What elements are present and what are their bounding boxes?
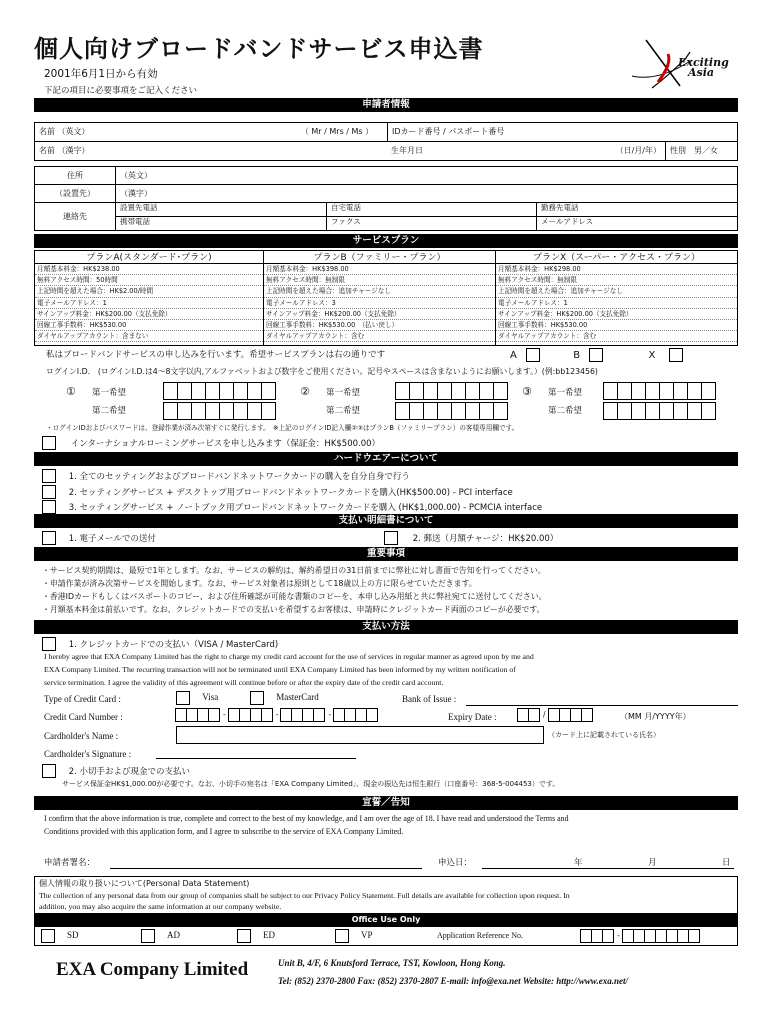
office-use-row — [34, 926, 738, 946]
office-ad — [141, 929, 180, 943]
plan-a-line: 電子メールアドレス：1 — [35, 298, 263, 309]
statement-email-label: 1. 電子メールでの送付 — [68, 533, 156, 544]
reference-boxes[interactable]: - — [581, 929, 700, 943]
declaration-line: Conditions provided with this application form, and I agree to subscribe to the service of EXA Company Limited. — [44, 827, 404, 836]
mastercard-option — [250, 691, 319, 705]
plan-x-line: 上記時間を超えた場合：追加チャージなし — [496, 286, 737, 297]
important-section-header: 重要事項 — [34, 547, 738, 561]
plan-b-title: プランB（ファミリー・プラン） — [264, 250, 495, 264]
plan-a-option-label: A — [510, 350, 517, 361]
plan-choice-text: 私はブロードバンドサービスの申し込みを行います。希望サービスプランは右の通りです — [46, 350, 386, 360]
agreement-line: I hereby agree that EXA Company Limited has the right to charge my credit card account for the use of services in regular manner as agreed upon by me and — [44, 652, 534, 661]
hardware-2-label: 2. セッティングサービス + デスクトップ用ブロードバンドネットワークカードを購入(HK$500.00) - PCI interface — [68, 487, 513, 498]
credit-card-option — [42, 637, 278, 651]
cheque-option — [42, 764, 190, 778]
important-item: ・サービス契約期間は、最短で1年とします。なお、サービスの解約は、解約希望日の31日前までに弊社に対し書面で告知を行ってください。 — [42, 566, 546, 575]
credit-card-label: 1. クレジットカードでの支払い（VISA / MasterCard) — [68, 639, 279, 650]
roaming-checkbox[interactable] — [42, 436, 56, 450]
login-1-first-label: 第一希望 — [92, 388, 127, 398]
date-month: 月 — [648, 858, 657, 868]
plan-a-line: 無料アクセス時間：50時間 — [35, 275, 263, 286]
plan-x-line: 電子メールアドレス：1 — [496, 298, 737, 309]
apply-date-label: 申込日： — [438, 858, 473, 868]
privacy-line: addition, you may also acquire the same information at our company website. — [39, 902, 282, 911]
ad-checkbox[interactable] — [141, 929, 155, 943]
cheque-label: 2. 小切手および現金での支払い — [68, 766, 191, 777]
expiry-boxes[interactable]: / — [518, 708, 593, 722]
hardware-2-checkbox[interactable] — [42, 485, 56, 499]
login-3-second-boxes[interactable] — [604, 402, 716, 420]
logo-line1: Exciting — [678, 56, 729, 69]
sd-checkbox[interactable] — [41, 929, 55, 943]
important-item: ・申請作業が済み次第サービスを開始します。なお、サービス対象者は原則として18歳以上の方に限らせていただきます。 — [42, 579, 477, 588]
plan-x-checkbox[interactable] — [669, 348, 683, 362]
hardware-option-3 — [42, 500, 542, 514]
plan-x-option-label: X — [648, 350, 656, 361]
statement-post-checkbox[interactable] — [384, 531, 398, 545]
visa-checkbox[interactable] — [176, 691, 190, 705]
agreement-line: EXA Company Limited. The recurring transaction will not be terminated until EXA Company Limited has been informed by my written notification of — [44, 665, 516, 674]
login-note: ・ログインIDおよびパスワードは、登録作業が済み次第すぐに発行します。 ※上記のログインID記入欄②③はプランB（ファミリープラン）の客様専用欄です。 — [46, 424, 519, 432]
dob-format: （日/月/年） — [615, 146, 661, 155]
title-options[interactable]: （ Mr / Mrs / Ms ） — [300, 127, 374, 136]
plan-b-line: 回線工事手数料：HK$530.00 （払い戻し） — [264, 320, 495, 331]
apply-date-line[interactable] — [482, 868, 734, 869]
home-phone-field[interactable]: 自宅電話 — [326, 203, 536, 216]
ed-label: ED — [263, 930, 275, 941]
plan-a-line: 月額基本料金：HK$238.00 — [35, 264, 263, 275]
cardholder-name-label: Cardholder's Name : — [44, 731, 119, 741]
contact-block — [35, 203, 737, 231]
privacy-title: 個人情報の取り扱いについて(Personal Data Statement) — [39, 879, 250, 888]
hardware-section-header: ハードウエアーについて — [34, 452, 738, 466]
plan-a-line: 回線工事手数料：HK$530.00 — [35, 320, 263, 331]
applicant-name-grid — [34, 122, 738, 161]
roaming-option — [42, 436, 380, 450]
login-3-second-label: 第二希望 — [548, 406, 583, 416]
address-kanji-row — [35, 185, 737, 203]
address-en-field[interactable]: （英文） — [115, 167, 737, 184]
plan-b-line: サインアップ料金：HK$200.00（支払免除） — [264, 309, 495, 320]
logo-line2: Asia — [688, 66, 715, 79]
login-2-second-boxes[interactable] — [396, 402, 508, 420]
office-vp — [335, 929, 373, 943]
statement-post-label: 2. 郵送（月額チャージ：HK$20.00） — [412, 533, 559, 544]
login-2-first-label: 第一希望 — [326, 388, 361, 398]
hardware-3-label: 3. セッティングサービス + ノートブック用ブロードバンドネットワークカードを購入 (HK$1,000.00) - PCMCIA interface — [68, 502, 543, 513]
plan-a-line: ダイヤルアップアカウント：含まない — [35, 331, 263, 342]
hardware-option-2 — [42, 485, 513, 499]
signature-label: Cardholder's Signature : — [44, 749, 132, 759]
plan-b-line: 電子メールアドレス：3 — [264, 298, 495, 309]
vp-checkbox[interactable] — [335, 929, 349, 943]
expiry-format: （MM 月/YYYY年） — [620, 712, 691, 721]
card-type-label: Type of Credit Card : — [44, 694, 121, 704]
login-2-second-label: 第二希望 — [326, 406, 361, 416]
login-3-first-label: 第一希望 — [548, 388, 583, 398]
install-site-label: （設置先） — [55, 188, 95, 198]
plan-b-line: ダイヤルアップアカウント：含む — [264, 331, 495, 342]
login-2-first-boxes[interactable] — [396, 382, 508, 400]
company-address: Unit B, 4/F, 6 Knutsford Terrace, TST, Kowloon, Hong Kong. — [278, 958, 506, 968]
applicant-section-header: 申請者情報 — [34, 98, 738, 112]
company-contact: Tel: (852) 2370-2800 Fax: (852) 2370-2807 E-mail: info@exa.net Website: http://www.exa.net/ — [278, 976, 628, 986]
email-field[interactable]: メールアドレス — [536, 217, 737, 230]
gender-label[interactable]: 性別 男／女 — [665, 142, 737, 160]
privacy-line: The collection of any personal data from our group of companies shall be subject to our Privacy Policy Statement. Full details are available for collection upon request. In — [39, 891, 570, 900]
install-phone-field[interactable]: 設置先電話 — [120, 203, 158, 212]
plan-b-line: 月額基本料金：HK$398.00 — [264, 264, 495, 275]
visa-option — [176, 691, 218, 705]
privacy-box — [34, 876, 738, 914]
payment-section-header: 支払い方法 — [34, 620, 738, 634]
address-kanji-field[interactable]: （漢字） — [115, 185, 737, 202]
login-group-3-number: ③ — [522, 385, 532, 398]
mastercard-label: MasterCard — [276, 692, 319, 703]
vp-label: VP — [361, 930, 373, 941]
plan-b-line: 無料アクセス時間：無制限 — [264, 275, 495, 286]
roaming-label: インターナショナルローミングサービスを申し込みます（保証金：HK$500.00） — [70, 438, 381, 449]
ed-checkbox[interactable] — [237, 929, 251, 943]
name-en-label: 名前 （英文） — [39, 127, 90, 136]
statement-section-header: 支払い明細書について — [34, 514, 738, 528]
plan-b-line: 上記時間を超えた場合：追加チャージなし — [264, 286, 495, 297]
login-1-second-label: 第二希望 — [92, 406, 127, 416]
plan-a-line: サインアップ料金：HK$200.00（支払免除） — [35, 309, 263, 320]
instruction-text: 下記の項目に必要事項をご記入ください — [44, 86, 198, 96]
plan-x-line: 無料アクセス時間：無制限 — [496, 275, 737, 286]
address-label: 住所 — [67, 170, 83, 180]
applicant-sign-label: 申請者署名： — [44, 858, 96, 868]
statement-email-checkbox[interactable] — [42, 531, 56, 545]
dob-label[interactable]: 生年月日 — [391, 146, 423, 155]
statement-email-option — [42, 531, 156, 545]
effective-date: 2001年6月1日から有効 — [44, 68, 158, 80]
bank-input-line[interactable] — [466, 705, 738, 706]
company-name: EXA Company Limited — [56, 959, 249, 980]
plan-x — [496, 250, 738, 346]
plan-choice-row — [510, 348, 683, 363]
declaration-line: I confirm that the above information is true, complete and correct to the best of my knowledge, and I am over the age of 18. I have read and understood the Terms and — [44, 814, 569, 823]
login-1-first-boxes[interactable] — [164, 382, 276, 400]
mastercard-checkbox[interactable] — [250, 691, 264, 705]
plans-section-header: サービスプラン — [34, 234, 738, 248]
plan-a-title: プランA(スタンダード･プラン) — [35, 250, 263, 264]
fax-field[interactable]: ファクス — [326, 217, 536, 230]
expiry-label: Expiry Date : — [448, 712, 497, 722]
important-item: ・月額基本料金は前払いです。なお、クレジットカードでの支払いを希望するお客様は、申請時にクレジットカード両面のコピーが必要です。 — [42, 605, 545, 614]
cheque-checkbox[interactable] — [42, 764, 56, 778]
signature-line[interactable] — [156, 758, 356, 759]
sd-label: SD — [67, 930, 79, 941]
address-en-row — [35, 167, 737, 185]
declaration-section-header: 宣誓／告知 — [34, 796, 738, 810]
cardholder-name-note: （カード上に記載されている氏名） — [548, 731, 660, 739]
agreement-line: service termination. I agree the validity of this agreement will continue before or after the expiry date of the credit card account. — [44, 678, 444, 687]
date-day: 日 — [722, 858, 731, 868]
hardware-3-checkbox[interactable] — [42, 500, 56, 514]
reference-label: Application Reference No. — [437, 931, 523, 940]
plan-b-checkbox[interactable] — [589, 348, 603, 362]
office-ed — [237, 929, 275, 943]
work-phone-field[interactable]: 勤務先電話 — [536, 203, 737, 216]
card-number-boxes[interactable]: - - - — [176, 708, 378, 722]
contact-fields — [115, 203, 737, 230]
ad-label: AD — [167, 930, 180, 941]
office-section-header: Office Use Only — [34, 914, 738, 926]
plan-a-checkbox[interactable] — [526, 348, 540, 362]
plan-a-line: 上記時間を超えた場合：HK$2.00/時間 — [35, 286, 263, 297]
applicant-sign-line[interactable] — [110, 868, 422, 869]
office-sd — [41, 929, 79, 943]
name-kanji-row — [35, 142, 737, 161]
plan-x-line: サインアップ料金：HK$200.00（支払免除） — [496, 309, 737, 320]
plan-x-line: 回線工事手数料：HK$530.00 — [496, 320, 737, 331]
login-group-2-number: ② — [300, 385, 310, 398]
deposit-note: サービス保証金HK$1,000.00が必要です。なお、小切手の宛名は「EXA Company Limited」、現金の振込先は恒生銀行（口座番号：368-5-004453）です。 — [62, 780, 560, 788]
plan-x-line: ダイヤルアップアカウント：含む — [496, 331, 737, 342]
plan-x-line: 月額基本料金：HK$298.00 — [496, 264, 737, 275]
cardholder-name-input[interactable] — [176, 726, 544, 744]
login-3-first-boxes[interactable] — [604, 382, 716, 400]
login-id-instructions: ログインI.D. (ログインI.D.は4～8文字以内,アルファベットおよび数字をご使用ください。記号やスペースは含まないようにお願いします。）(例:bb123456) — [46, 367, 598, 376]
mobile-field[interactable]: 携帯電話 — [120, 217, 150, 226]
important-item: ・香港IDカードもしくはパスポートのコピー、および住所確認が可能な書類のコピーを、本申し込み用紙と共に弊社宛てに送付してください。 — [42, 592, 547, 601]
exciting-asia-logo — [628, 36, 732, 92]
contact-label: 連絡先 — [63, 211, 87, 221]
login-1-second-boxes[interactable] — [164, 402, 276, 420]
bank-label: Bank of Issue : — [402, 694, 457, 704]
name-kanji-label[interactable]: 名前 （漢字） — [39, 146, 90, 155]
visa-label: Visa — [202, 692, 219, 703]
form-title: 個人向けブロードバンドサービス申込書 — [34, 35, 484, 63]
login-group-1-number: ① — [66, 385, 76, 398]
plan-b — [264, 250, 496, 346]
hardware-1-label: 1. 全てのセッティングおよびブロードバンドネットワークカードの購入を自分自身で行う — [68, 471, 410, 482]
card-number-label: Credit Card Number : — [44, 712, 123, 722]
hardware-1-checkbox[interactable] — [42, 469, 56, 483]
hardware-option-1 — [42, 469, 410, 483]
id-number-label[interactable]: IDカード番号 / パスポート番号 — [387, 123, 737, 141]
statement-post-option — [384, 531, 558, 545]
plan-a — [34, 250, 264, 346]
name-en-row — [35, 123, 737, 142]
date-year: 年 — [574, 858, 583, 868]
plan-x-title: プランX（スーパー・アクセス・プラン） — [496, 250, 737, 264]
credit-card-checkbox[interactable] — [42, 637, 56, 651]
plan-b-option-label: B — [573, 350, 581, 361]
address-grid — [34, 166, 738, 231]
